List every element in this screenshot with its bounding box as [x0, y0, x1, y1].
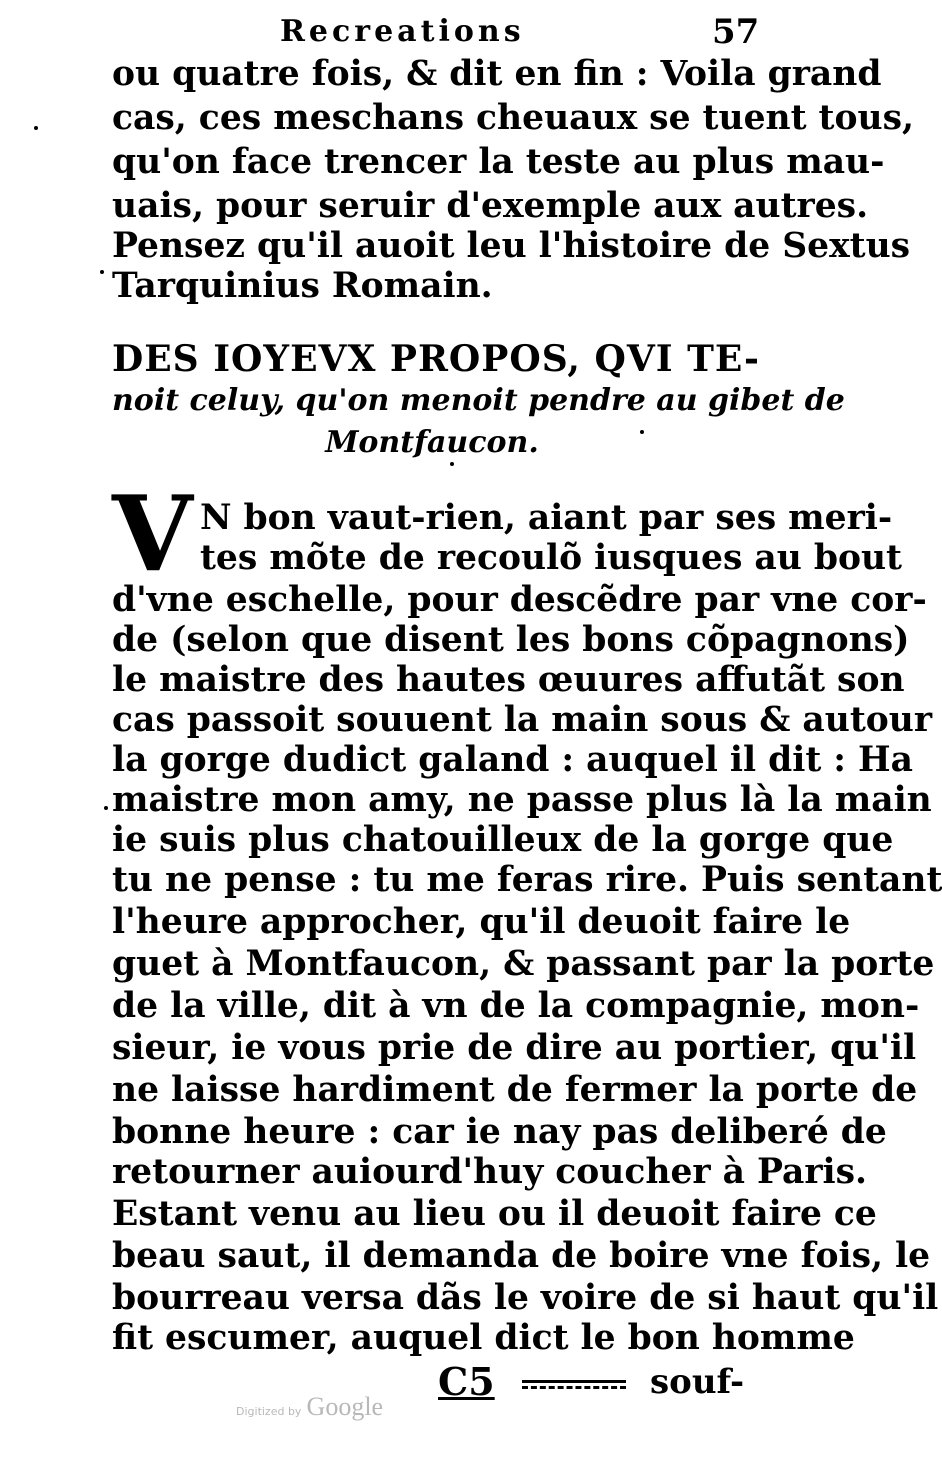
- chapter-subheading: noit celuy, qu'on menoit pendre au gibet de: [112, 383, 845, 418]
- text-line: la gorge dudict galand : auquel il dit : Ha: [112, 740, 913, 780]
- text-line: maistre mon amy, ne passe plus là la main: [112, 780, 932, 820]
- text-line: tu ne pense : tu me feras rire. Puis sentant: [112, 860, 942, 900]
- text-line: de (selon que disent les bons cõpagnons): [112, 620, 910, 660]
- text-line: Tarquinius Romain.: [112, 266, 493, 306]
- text-line: fit escumer, auquel dict le bon homme: [112, 1318, 855, 1358]
- text-line: retourner auiourd'huy coucher à Paris.: [112, 1152, 868, 1192]
- text-line: beau saut, il demanda de boire vne fois, le: [112, 1236, 931, 1276]
- google-logo: Google: [306, 1392, 384, 1421]
- text-line: N bon vaut-rien, aiant par ses meri-: [200, 498, 893, 538]
- text-line: bonne heure : car ie nay pas deliberé de: [112, 1112, 887, 1152]
- chapter-subheading-end: Montfaucon.: [325, 425, 539, 460]
- text-line: Estant venu au lieu ou il deuoit faire ce: [112, 1194, 877, 1234]
- text-line: cas, ces meschans cheuaux se tuent tous,: [112, 98, 915, 138]
- text-line: ie suis plus chatouilleux de la gorge que: [112, 820, 894, 860]
- text-line: uais, pour seruir d'exemple aux autres.: [112, 186, 869, 226]
- ink-speck: [450, 462, 454, 466]
- text-line: l'heure approcher, qu'il deuoit faire le: [112, 902, 851, 942]
- page-number: 57: [712, 12, 760, 52]
- text-line: qu'on face trencer la teste au plus mau-: [112, 142, 885, 182]
- page-footer: [438, 1359, 745, 1404]
- text-line: tes mõte de recoulõ iusques au bout: [200, 538, 902, 578]
- running-head: Recreations: [280, 14, 525, 49]
- ink-speck: [104, 806, 108, 810]
- text-line: de la ville, dit à vn de la compagnie, mon-: [112, 986, 920, 1026]
- text-line: Pensez qu'il auoit leu l'histoire de Sextus: [112, 226, 911, 266]
- signature-mark: C5: [438, 1359, 495, 1404]
- ink-speck: [34, 126, 38, 130]
- text-line: bourreau versa dãs le voire de si haut qu'il: [112, 1278, 939, 1318]
- digitized-watermark: [236, 1392, 383, 1422]
- ink-speck: [640, 430, 644, 434]
- chapter-heading: DES IOYEVX PROPOS, QVI TE-: [112, 338, 760, 380]
- digitized-label: Digitized by: [236, 1405, 302, 1418]
- text-line: ou quatre fois, & dit en fin : Voila grand: [112, 54, 882, 94]
- text-line: ne laisse hardiment de fermer la porte de: [112, 1070, 918, 1110]
- text-line: cas passoit souuent la main sous & autour: [112, 700, 933, 740]
- text-line: guet à Montfaucon, & passant par la porte: [112, 944, 935, 984]
- text-line: sieur, ie vous prie de dire au portier, qu'il: [112, 1028, 917, 1068]
- catchword: souf-: [650, 1362, 745, 1402]
- text-line: d'vne eschelle, pour descẽdre par vne cor-: [112, 580, 927, 620]
- text-line: le maistre des hautes œuures affutãt son: [112, 660, 905, 700]
- ink-speck: [100, 270, 104, 274]
- drop-capital: V: [112, 472, 193, 595]
- ornamental-rule: [522, 1380, 626, 1389]
